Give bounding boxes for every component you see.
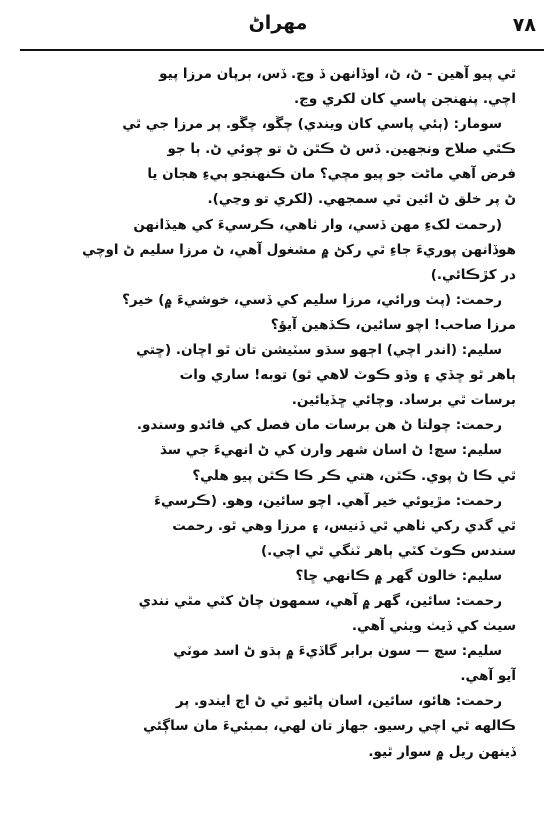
text-line: سيٺ کي ڏيٺ ويٺي آهي. (351, 618, 516, 635)
text-line: رحمت: سائين، گهر ۾ آهي، سمهون چاڻ کٽي مٿي نندي (138, 592, 502, 609)
running-title: مهراڻ (248, 12, 308, 34)
text-line: سومار: (ٻئي پاسي کان ويندي) چڱو، چڱو. پر مرزا جي ٿي (122, 116, 502, 133)
text-line: سليم: سچ — سون برابر گاڏيءَ ۾ ٻڌو ڻ اسد موٽي (173, 643, 502, 660)
text-line: رحمت: (پٺ ورائي، مرزا سليم کي ڏسي، خوشيءَ ۾) خير؟ (122, 291, 502, 308)
text-line: ڪٿي صلاح ونجهين. ڏس ڻ ڪٿن ڻ تو چوئي ڻ. ٻا جو (167, 141, 516, 158)
header-rule (20, 49, 544, 51)
text-line: آيو آهي. (460, 668, 516, 685)
text-line: رحمت: چولتا ڻ هن برسات مان فصل کي فائدو وسندو. (136, 417, 502, 434)
page-header (20, 10, 536, 44)
text-line: سندس ڪوٽ کٽي ٻاهر ٽنگي ٿي اچي.) (261, 542, 516, 559)
text-line: ٻاهر ٿو ڇڏي ۽ وڏو ڪوٽ لاهي ٿو) توبه! ساري وات (179, 367, 516, 384)
text-line: (رحمت لکءِ مهن ڏسي، وار ٺاهي، ڪرسيءَ کي هيڏانهن (133, 216, 502, 233)
text-line: برسات ٿي برساد. وچائي ڇڏيائين. (291, 392, 516, 409)
text-line: رحمت: هائو، سائين، اسان پاڻيو ٿي ڻ اڄ ايندو. پر (175, 693, 502, 710)
text-line: هوڏانهن پوريءَ جاءِ ٿي رکڻ ۾ مشغول آهي، ڻ مرزا سليم ڻ اوچي (82, 241, 516, 258)
text-line: ٿي ڪا ڻ پوي. ڪٿن، هتي ڪر ڪا ڪٿن پيو هلي؟ (192, 467, 516, 484)
text-line: رحمت: مڙيوئي خير آهي. اچو سائين، وهو. (ڪرسيءَ (154, 492, 502, 509)
text-line: سليم: خالون گهر ۾ ڪانهي ڇا؟ (295, 567, 502, 584)
text-line: سليم: سچ! ڻ اسان شهر وارن کي ڻ انهيءَ جي سڌ (159, 442, 502, 459)
page-number: ۷۸ (512, 14, 536, 36)
text-line: سليم: (اندر اچي) اڄهو سڌو سٽيشن تان ٿو اچان. (ڇتي (136, 342, 502, 359)
text-line: مرزا صاحب! اچو سائين، ڪڏهين آيؤ؟ (270, 316, 516, 333)
body-text (16, 62, 516, 765)
text-line: ٿي پيو آهين - ڻ، ڻ، اوڏانهن ڏ وڃ. ڏس، برپان مرزا پيو (159, 66, 516, 82)
text-line: فرض آهي ماڻت جو پيو مچي؟ مان ڪنهنجو ٻيءِ هجان يا (147, 166, 516, 183)
text-line: ڏينهن ريل ۾ سوار ٿيو. (368, 743, 516, 760)
text-line: ڪالهه ٿي اچي رسيو. جهاز تان لهي، بمبئيءَ مان ساڳئي (143, 718, 516, 735)
text-line: در کڙڪائي.) (430, 266, 516, 283)
text-line: ٿي گدي رکي ٺاهي ٿي ڏنيس، ۽ مرزا وهي ٿو. رحمت (172, 517, 516, 534)
text-line: اچي. پنهنجن پاسي کان لکري وڃ. (294, 91, 516, 108)
text-line: ڻ پر خلق ڻ ائين ٿي سمجهي. (لکري تو وڃي). (207, 191, 516, 208)
